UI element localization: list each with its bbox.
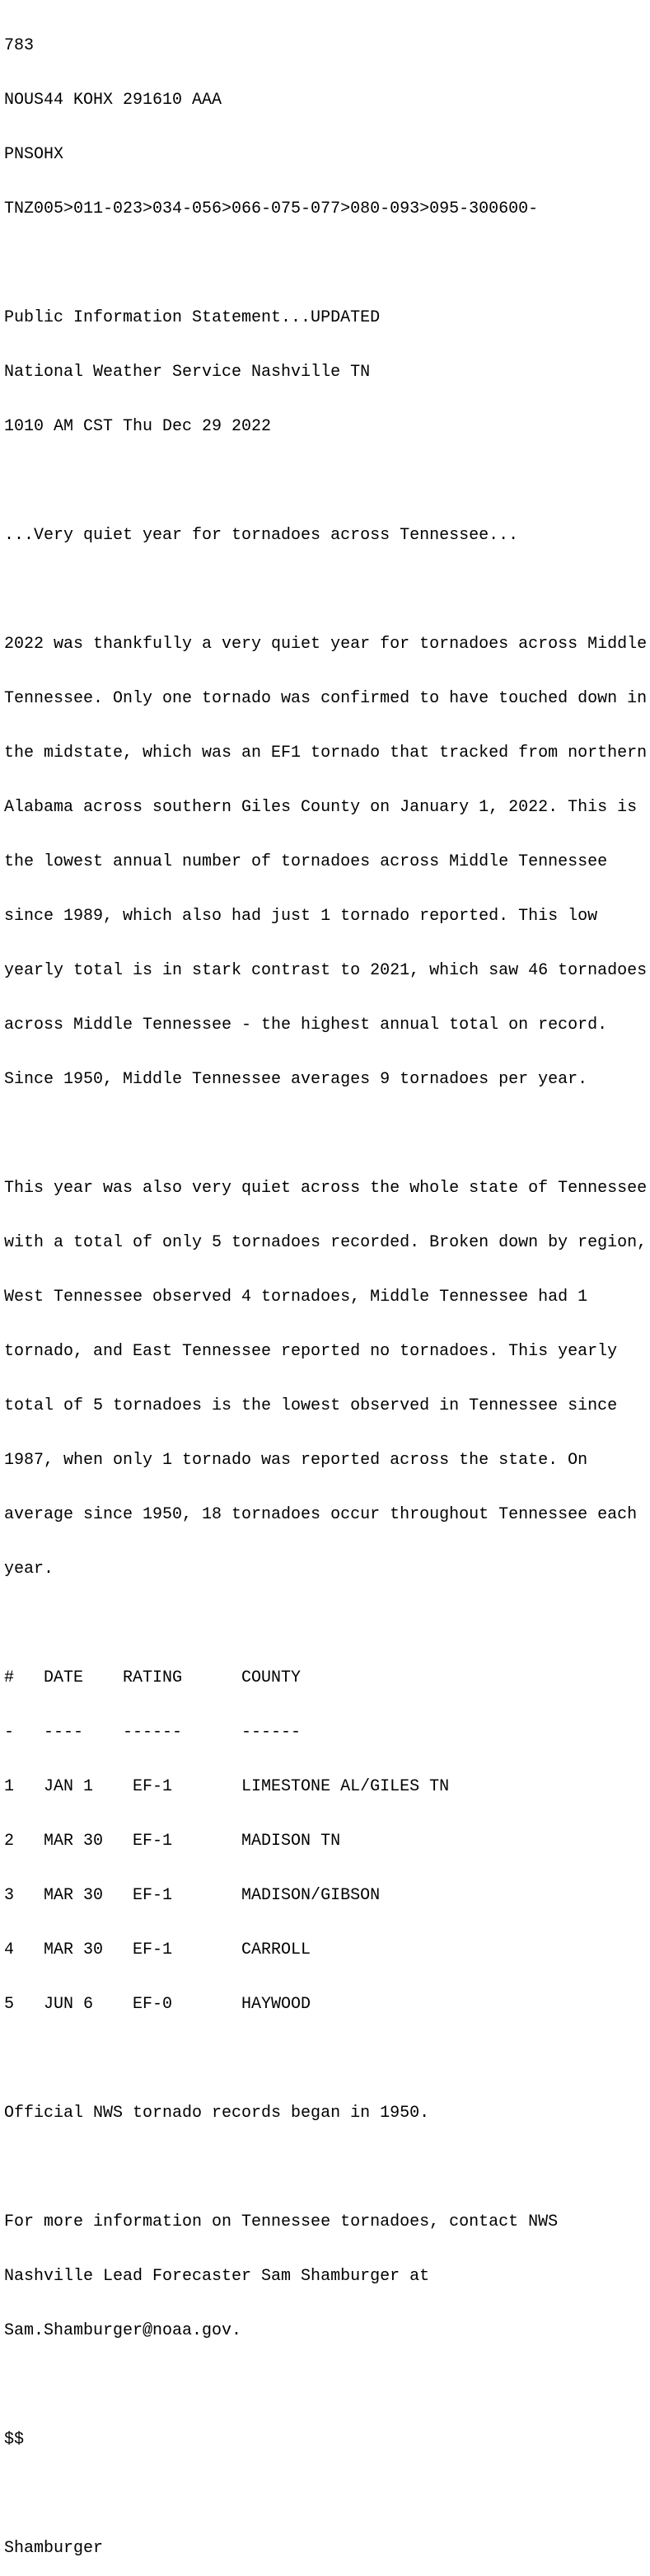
- paragraph-2-line: total of 5 tornadoes is the lowest observed in Tennessee since: [4, 1396, 618, 1415]
- table-row: 2 MAR 30 EF-1 MADISON TN: [4, 1832, 341, 1851]
- table-row: 4 MAR 30 EF-1 CARROLL: [4, 1940, 311, 1959]
- paragraph-2-line: with a total of only 5 tornadoes recorded. Broken down by region,: [4, 1233, 648, 1252]
- paragraph-1-line: since 1989, which also had just 1 tornado reported. This low: [4, 907, 598, 926]
- blank-line: [4, 2050, 650, 2068]
- contact-line: Nashville Lead Forecaster Sam Shamburger at: [4, 2267, 430, 2286]
- paragraph-1-line: Alabama across southern Giles County on January 1, 2022. This is: [4, 798, 638, 817]
- blank-line: [4, 2377, 650, 2395]
- table-header: # DATE RATING COUNTY: [4, 1668, 302, 1687]
- blank-line: [4, 1125, 650, 1143]
- blank-line: [4, 1615, 650, 1633]
- wmo-header-line: NOUS44 KOHX 291610 AAA: [4, 91, 222, 110]
- paragraph-2-line: average since 1950, 18 tornadoes occur throughout Tennessee each: [4, 1505, 638, 1524]
- paragraph-2-line: year.: [4, 1560, 54, 1579]
- statement-title: Public Information Statement...UPDATED: [4, 308, 381, 327]
- paragraph-2-line: 1987, when only 1 tornado was reported across the state. On: [4, 1451, 588, 1470]
- headline: ...Very quiet year for tornadoes across Tennessee...: [4, 526, 519, 545]
- paragraph-1-line: Tennessee. Only one tornado was confirmed to have touched down in: [4, 689, 648, 708]
- contact-line: For more information on Tennessee tornadoes, contact NWS: [4, 2212, 559, 2231]
- contact-email: Sam.Shamburger@noaa.gov.: [4, 2321, 242, 2340]
- blank-line: [4, 2159, 650, 2177]
- issuing-office: National Weather Service Nashville TN: [4, 363, 371, 382]
- author-signature: Shamburger: [4, 2539, 104, 2558]
- paragraph-1-line: across Middle Tennessee - the highest annual total on record.: [4, 1016, 608, 1035]
- paragraph-2-line: West Tennessee observed 4 tornadoes, Middle Tennessee had 1: [4, 1288, 588, 1307]
- blank-line: [4, 472, 650, 490]
- blank-line: [4, 581, 650, 599]
- paragraph-2-line: tornado, and East Tennessee reported no tornadoes. This yearly: [4, 1342, 618, 1361]
- paragraph-1-line: Since 1950, Middle Tennessee averages 9 tornadoes per year.: [4, 1070, 588, 1089]
- paragraph-1-line: 2022 was thankfully a very quiet year for tornadoes across Middle: [4, 635, 648, 654]
- table-row: 5 JUN 6 EF-0 HAYWOOD: [4, 1995, 311, 2014]
- paragraph-1-line: yearly total is in stark contrast to 2021, which saw 46 tornadoes: [4, 961, 648, 980]
- paragraph-2-line: This year was also very quiet across the whole state of Tennessee: [4, 1179, 648, 1198]
- table-row: 3 MAR 30 EF-1 MADISON/GIBSON: [4, 1886, 381, 1905]
- product-terminator: $$: [4, 2430, 25, 2449]
- blank-line: [4, 255, 650, 273]
- blank-line: [4, 2485, 650, 2503]
- table-row: 1 JAN 1 EF-1 LIMESTONE AL/GILES TN: [4, 1777, 450, 1796]
- paragraph-1-line: the midstate, which was an EF1 tornado that tracked from northern: [4, 744, 648, 762]
- records-note: Official NWS tornado records began in 1950.: [4, 2104, 430, 2123]
- paragraph-1-line: the lowest annual number of tornadoes across Middle Tennessee: [4, 852, 608, 871]
- zone-codes-line: TNZ005>011-023>034-056>066-075-077>080-093>095-300600-: [4, 199, 539, 218]
- table-header-underline: - ---- ------ ------: [4, 1723, 302, 1742]
- product-id-line: 783: [4, 36, 35, 55]
- issue-time: 1010 AM CST Thu Dec 29 2022: [4, 417, 272, 436]
- awips-id-line: PNSOHX: [4, 145, 64, 164]
